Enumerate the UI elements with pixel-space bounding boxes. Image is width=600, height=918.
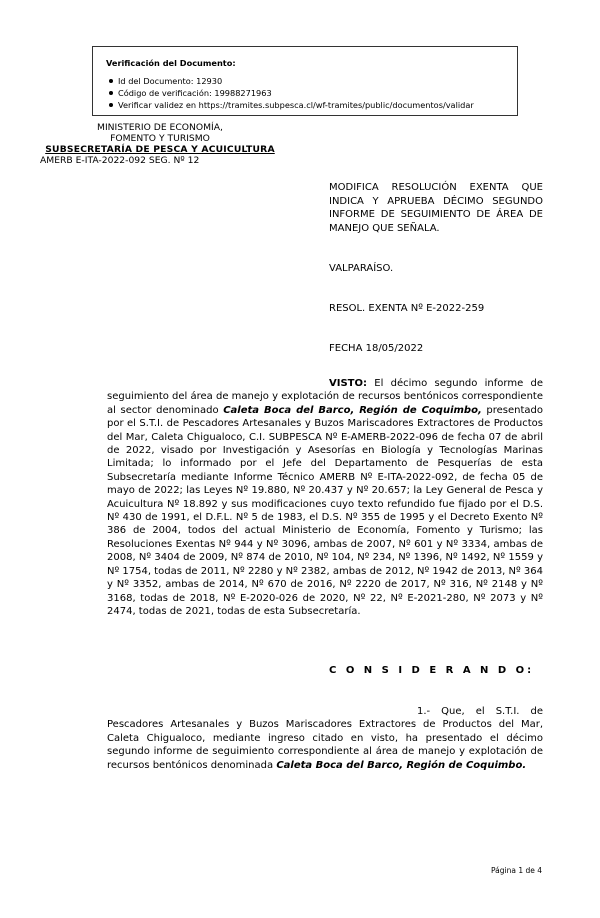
city: VALPARAÍSO. [329, 263, 394, 274]
verification-title: Verificación del Documento: [106, 58, 236, 68]
paragraph-1-place: Caleta Boca del Barco, Región de Coquimbo. [276, 759, 527, 771]
verification-list [106, 75, 517, 111]
document-id: Id del Documento: 12930 [106, 75, 517, 87]
considerando-heading: C O N S I D E R A N D O: [329, 665, 535, 676]
verification-code: Código de verificación: 19988271963 [106, 87, 517, 99]
page-number: Página 1 de 4 [490, 866, 542, 875]
visto-label: VISTO: [329, 378, 367, 389]
resolution-date: FECHA 18/05/2022 [329, 343, 424, 354]
visto-place: Caleta Boca del Barco, Región de Coquimbo, [223, 404, 482, 416]
resolution-title: MODIFICA RESOLUCIÓN EXENTA QUE INDICA Y APRUEBA DÉCIMO SEGUNDO INFORME DE SEGUIMIENTO DE ÁREA DE MANEJO QUE SEÑALA. [329, 182, 543, 234]
paragraph-1-text: 1.- Que, el S.T.I. de Pescadores Artesanales y Buzos Mariscadores Extractores de Productos del Mar, Caleta Chigualoco, mediante ingreso citado en visto, ha presentado el décimo segundo informe de seguimiento correspondiente al área de manejo y explotación de recursos bentónicos denominada [107, 706, 543, 771]
ministry-line-1: MINISTERIO DE ECONOMÍA, [97, 122, 223, 133]
visto-text-2: presentado por el S.T.I. de Pescadores Artesanales y Buzos Mariscadores Extractores de Productos del Mar, Caleta Chigualoco, C.I. SUBPESCA Nº E-AMERB-2022-096 de fecha 07 de abril de 2022, visado por Investigación y Asesorías en Biología y Tecnologías Marinas Limitada; lo informado por el Jefe del Departamento de Pesquerías de esta Subsecretaría mediante Informe Técnico AMERB Nº E-ITA-2022-092, de fecha 05 de mayo de 2022; las Leyes Nº 19.880, Nº 20.437 y Nº 20.657; la Ley General de Pesca y Acuicultura Nº 18.892 y sus modificaciones cuyo texto refundido fue fijado por el D.S. Nº 430 de 1991, el D.F.L. Nº 5 de 1983, el D.S. Nº 355 de 1995 y el Decreto Exento Nº 386 de 2004, todos del actual Ministerio de Economía, Fomento y Turismo; las Resoluciones Exentas Nº 944 y Nº 3096, ambas de 2007, Nº 601 y Nº 3334, ambas de 2008, Nº 3404 de 2009, Nº 874 de 2010, Nº 104, Nº 234, Nº 1396, Nº 1492, Nº 1559 y Nº 1754, todas de 2011, Nº 2280 y Nº 2382, ambas de 2012, Nº 1942 de 2013, Nº 364 y Nº 3352, ambas de 2014, Nº 670 de 2016, Nº 2220 de 2017, Nº 316, Nº 2148 y Nº 3168, todas de 2018, Nº E-2020-026 de 2020, Nº 22, Nº E-2021-280, Nº 2073 y Nº 2474, todas de 2021, todas de esta Subsecretaría. [107, 404, 544, 617]
document-header [30, 122, 290, 166]
considerando-paragraph-1 [107, 705, 543, 772]
visto-text-1: El décimo segundo informe de seguimiento del área de manejo y explotación de recursos bentónicos correspondiente al sector denominado [107, 378, 543, 416]
institution-name: SUBSECRETARÍA DE PESCA Y ACUICULTURA [45, 144, 275, 155]
verification-box [92, 46, 518, 116]
ministry-line-2: FOMENTO Y TURISMO [110, 133, 210, 144]
document-reference: AMERB E-ITA-2022-092 SEG. Nº 12 [40, 155, 200, 166]
verification-link[interactable]: Verificar validez en https://tramites.subpesca.cl/wf-tramites/public/documentos/validar [106, 99, 517, 111]
visto-paragraph [107, 377, 543, 618]
resolution-number: RESOL. EXENTA Nº E-2022-259 [329, 303, 485, 314]
